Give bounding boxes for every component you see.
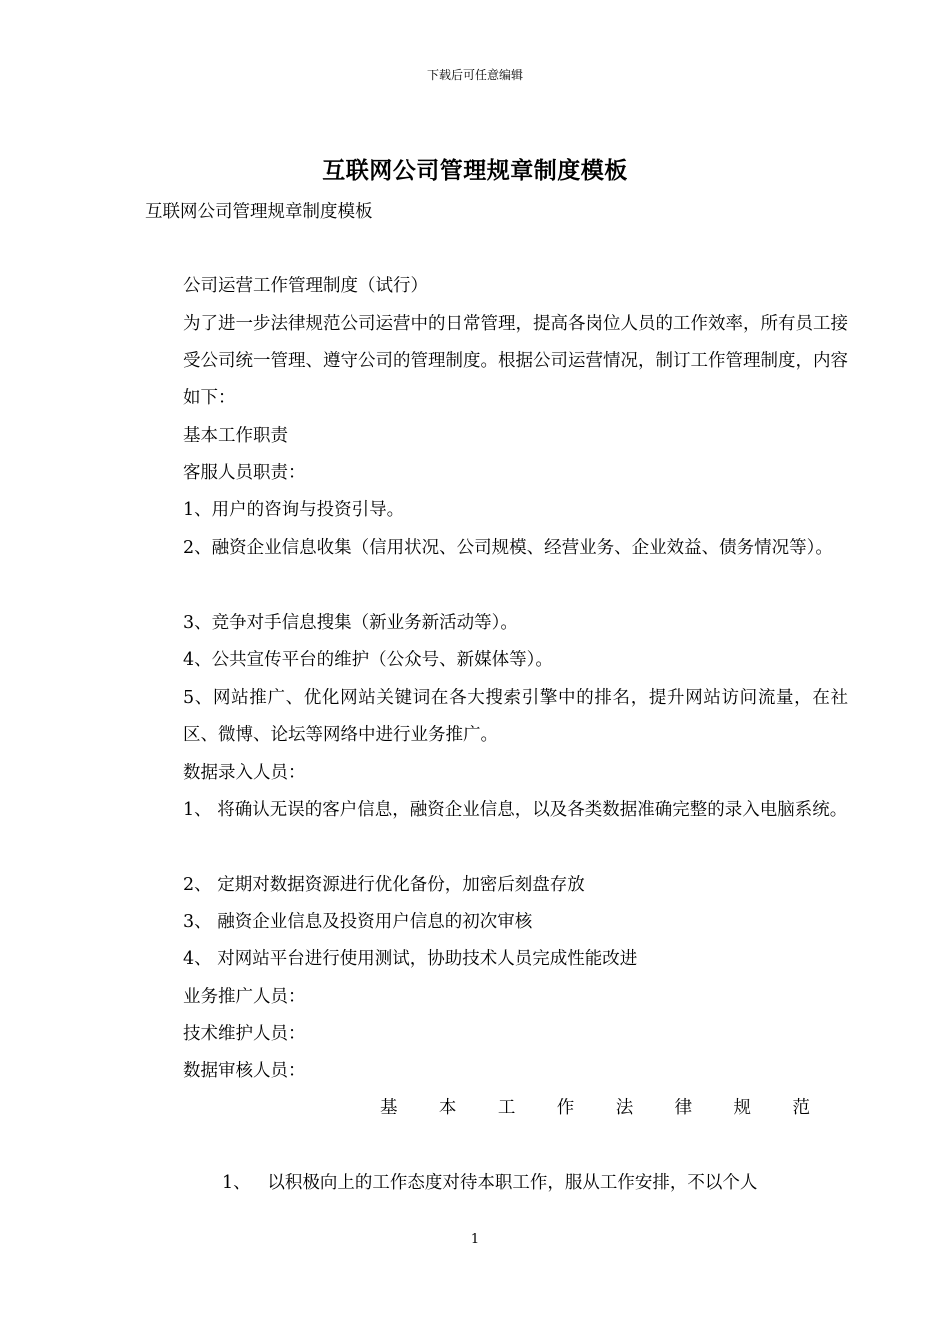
paragraph-basic-duties: 基本工作职责 [183, 426, 288, 446]
section-heading-char: 规 [733, 1098, 752, 1118]
list-item: 1、 将确认无误的客户信息，融资企业信息，以及各类数据准确完整的录入电脑系统。 [183, 800, 848, 820]
section-heading-char: 范 [792, 1098, 810, 1118]
list-item: 4、 对网站平台进行使用测试，协助技术人员完成性能改进 [183, 949, 638, 969]
document-title: 互联网公司管理规章制度模板 [322, 157, 628, 184]
list-item: 3、竞争对手信息搜集（新业务新活动等）。 [183, 613, 518, 633]
list-item: 1、用户的咨询与投资引导。 [183, 500, 405, 520]
header-note: 下载后可任意编辑 [426, 68, 523, 82]
list-item: 2、融资企业信息收集（信用状况、公司规模、经营业务、企业效益、债务情况等）。 [183, 538, 833, 558]
section-heading-char: 律 [674, 1098, 693, 1118]
subtitle: 互联网公司管理规章制度模板 [145, 202, 373, 222]
paragraph-service-staff: 客服人员职责： [183, 463, 306, 483]
paragraph-tech-staff: 技术维护人员： [183, 1024, 306, 1044]
section-heading-spaced [380, 1090, 810, 1127]
section-heading-char: 基 [380, 1098, 398, 1118]
section-heading-char: 法 [615, 1098, 634, 1118]
paragraph-audit-staff: 数据审核人员： [183, 1061, 306, 1081]
section-heading-char: 作 [556, 1098, 575, 1118]
paragraph-promotion-staff: 业务推广人员： [183, 987, 306, 1007]
list-item-last: 1、 以积极向上的工作态度对待本职工作，服从工作安排，不以个人 [222, 1173, 758, 1193]
list-item: 3、 融资企业信息及投资用户信息的初次审核 [183, 912, 533, 932]
paragraph-data-entry-staff: 数据录入人员： [183, 763, 306, 783]
list-item: 5、网站推广、优化网站关键词在各大搜索引擎中的排名，提升网站访问流量，在社区、微博、论坛等网络中进行业务推广。 [183, 688, 848, 745]
page-number: 1 [470, 1232, 480, 1247]
section-heading-char: 本 [438, 1098, 457, 1118]
list-item: 2、 定期对数据资源进行优化备份，加密后刻盘存放 [183, 875, 585, 895]
paragraph-section-title: 公司运营工作管理制度（试行） [183, 276, 428, 296]
paragraph-intro: 为了进一步法律规范公司运营中的日常管理，提高各岗位人员的工作效率，所有员工接受公司统一管理、遵守公司的管理制度。根据公司运营情况，制订工作管理制度，内容如下： [183, 314, 848, 408]
section-heading-char: 工 [497, 1098, 516, 1118]
list-item: 4、公共宣传平台的维护（公众号、新媒体等）。 [183, 650, 553, 670]
